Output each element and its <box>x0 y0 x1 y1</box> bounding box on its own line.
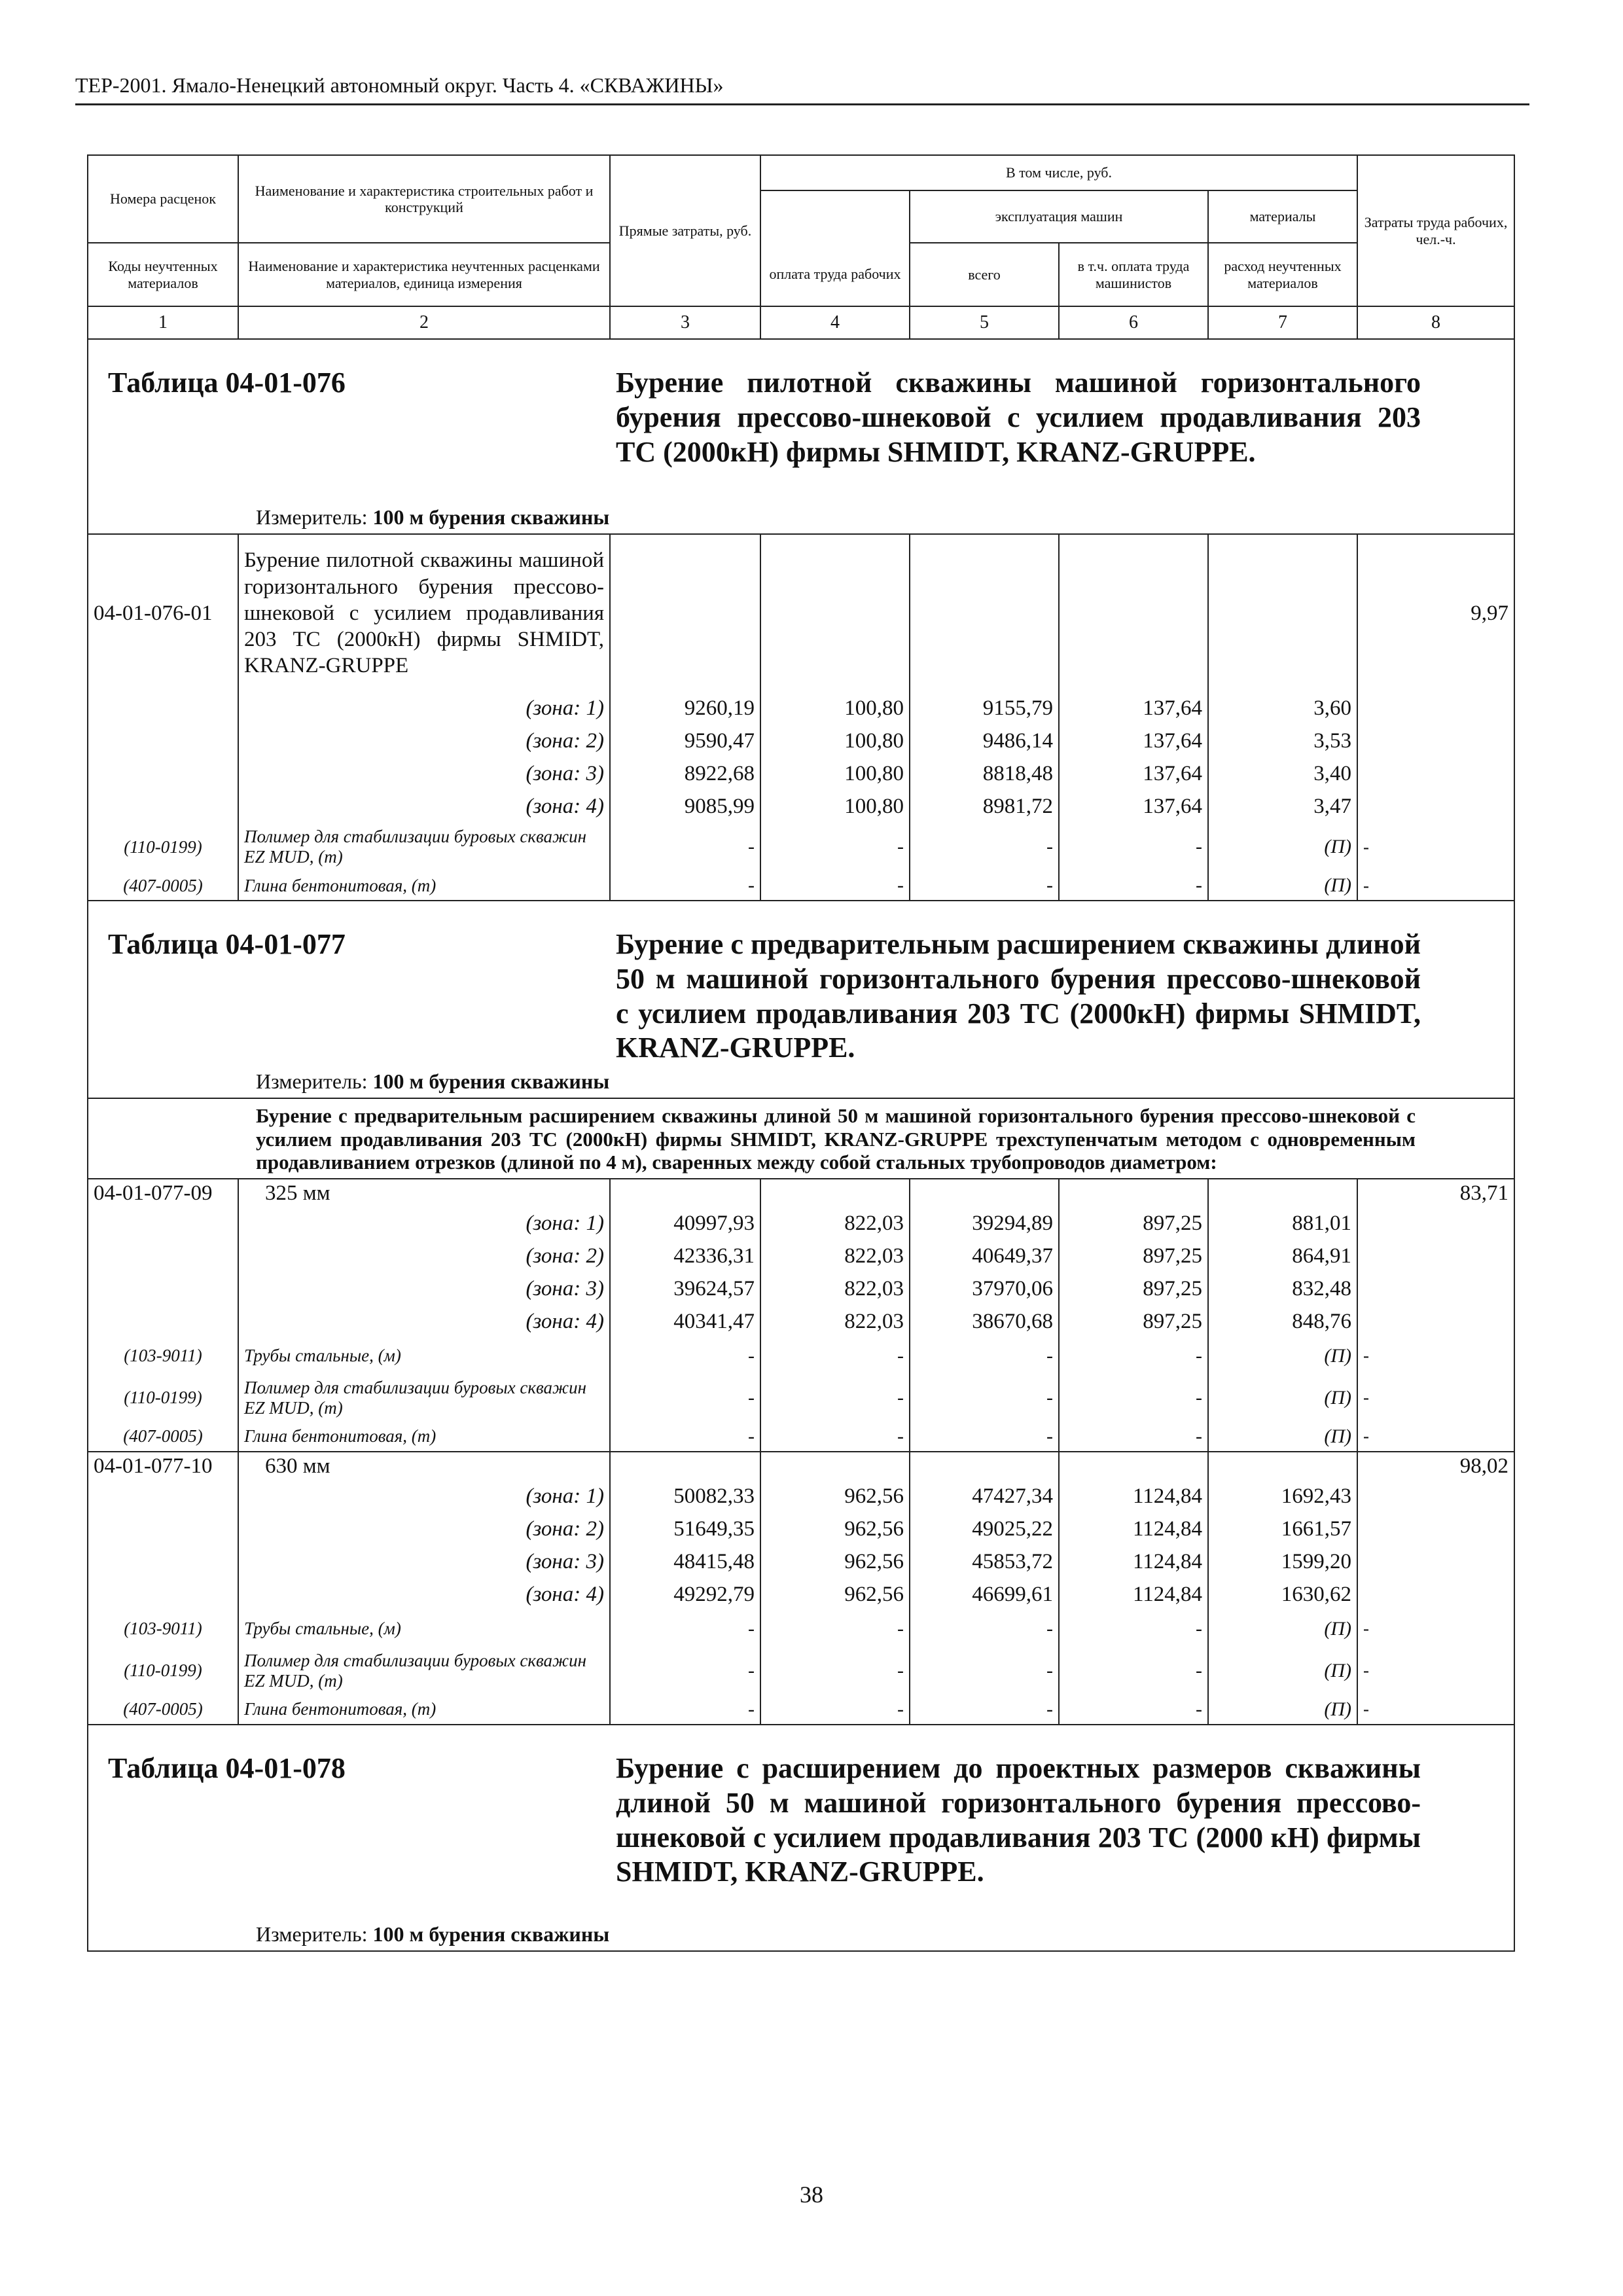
measurement-unit: Измеритель: 100 м бурения скважины <box>256 1922 610 1946</box>
measurement-unit: Измеритель: 100 м бурения скважины <box>256 1069 610 1093</box>
table-title: Таблица 04-01-077 <box>108 928 346 960</box>
col-number: 5 <box>910 306 1059 339</box>
zone-row: (зона: 3) 8922,68 100,80 8818,48 137,64 3,40 <box>88 757 1514 790</box>
col3-header: Прямые затраты, руб. <box>610 155 760 306</box>
zone-row: (зона: 2) 9590,47 100,80 9486,14 137,64 3,53 <box>88 725 1514 757</box>
col4-header: оплата труда рабочих <box>760 243 910 306</box>
page-number: 38 <box>800 2181 823 2208</box>
materials-header: материалы <box>1208 190 1357 243</box>
rate-description: 325 мм <box>238 1179 610 1208</box>
zone-row: (зона: 4) 9085,99 100,80 8981,72 137,64 3,47 <box>88 790 1514 823</box>
table-description: Бурение с предварительным расширением скважины длиной 50 м машиной горизонтального бурения прессово-шнековой с усилием продавливания 203 ТС (2000кН) фирмы SHMIDT, KRANZ-GRUPPE. <box>616 928 1421 1064</box>
material-row: (110-0199) Полимер для стабилизации буровых скважин EZ MUD, (т) - - - - (П) - <box>88 1374 1514 1422</box>
col-number: 3 <box>610 306 760 339</box>
incl-header: В том числе, руб. <box>760 155 1357 190</box>
col2-top-header: Наименование и характеристика строительных работ и конструкций <box>238 155 610 243</box>
rate-code: 04-01-076-01 <box>88 534 238 692</box>
table-description: Бурение с расширением до проектных размеров скважины длиной 50 м машиной горизонтального бурения прессово-шнековой с усилием продавливания 203 ТС (2000 кН) фирмы SHMIDT, KRANZ-GRUPPE. <box>616 1751 1421 1888</box>
labor-cost: 9,97 <box>1357 534 1514 692</box>
table-banner-077 <box>88 901 1514 1098</box>
col-number: 8 <box>1357 306 1514 339</box>
col8-header: Затраты труда рабочих, чел.-ч. <box>1357 155 1514 306</box>
table-title: Таблица 04-01-078 <box>108 1751 346 1784</box>
col6-header: в т.ч. оплата труда машинистов <box>1059 243 1208 306</box>
rate-code: 04-01-077-09 <box>88 1179 238 1208</box>
material-row: (103-9011) Трубы стальные, (м) - - - - (П) - <box>88 1611 1514 1647</box>
rate-code: 04-01-077-10 <box>88 1452 238 1480</box>
zone-row: (зона: 1) 50082,33 962,56 47427,34 1124,84 1692,43 <box>88 1480 1514 1513</box>
col-number: 7 <box>1208 306 1357 339</box>
zone-row: (зона: 3) 48415,48 962,56 45853,72 1124,84 1599,20 <box>88 1546 1514 1579</box>
rate-description: Бурение пилотной скважины машиной горизонтального бурения прессово-шнековой с усилием продавливания 203 ТС (2000кН) фирмы SHMIDT, KRANZ-GRUPPE <box>238 534 610 692</box>
table-description: Бурение пилотной скважины машиной горизонтального бурения прессово-шнековой с усилием продавливания 203 ТС (2000кН) фирмы SHMIDT, KRANZ-GRUPPE. <box>616 367 1421 468</box>
table-banner-078 <box>88 1725 1514 1950</box>
material-row: (407-0005) Глина бентонитовая, (т) - - - - (П) - <box>88 1695 1514 1725</box>
machines-header: эксплуатация машин <box>910 190 1208 243</box>
material-row: (103-9011) Трубы стальные, (м) - - - - (П) - <box>88 1338 1514 1374</box>
col-number: 1 <box>88 306 238 339</box>
zone-row: (зона: 1) 9260,19 100,80 9155,79 137,64 3,60 <box>88 692 1514 725</box>
col1-bottom-header: Коды неучтенных материалов <box>88 243 238 306</box>
col7-header: расход неучтенных материалов <box>1208 243 1357 306</box>
material-row: (407-0005) Глина бентонитовая, (т) - - - - (П) - <box>88 1422 1514 1452</box>
col1-top-header: Номера расценок <box>88 155 238 243</box>
col2-bottom-header: Наименование и характеристика неучтенных расценками материалов, единица измерения <box>238 243 610 306</box>
material-row: (110-0199) Полимер для стабилизации буровых скважин EZ MUD, (т) - - - - (П) - <box>88 1647 1514 1695</box>
labor-cost: 83,71 <box>1357 1179 1514 1208</box>
zone-row: (зона: 4) 49292,79 962,56 46699,61 1124,84 1630,62 <box>88 1579 1514 1611</box>
material-row: (407-0005) Глина бентонитовая, (т) - - - - (П) - <box>88 871 1514 901</box>
table-title: Таблица 04-01-076 <box>108 367 346 399</box>
group-description: Бурение с предварительным расширением скважины длиной 50 м машиной горизонтального бурения прессово-шнековой с усилием продавливания 203 ТС (2000кН) фирмы SHMIDT, KRANZ-GRUPPE трехступенчатым методом с одновременным продавливанием отрезков (длиной по 4 м), сваренных между собой стальных трубопроводов диаметром: <box>256 1104 1416 1174</box>
col-number: 6 <box>1059 306 1208 339</box>
col-number: 4 <box>760 306 910 339</box>
table-banner-076 <box>88 340 1514 533</box>
price-table <box>87 154 1515 1952</box>
col5-header: всего <box>910 243 1059 306</box>
zone-row: (зона: 2) 42336,31 822,03 40649,37 897,25 864,91 <box>88 1240 1514 1273</box>
measurement-unit: Измеритель: 100 м бурения скважины <box>256 505 610 529</box>
zone-row: (зона: 3) 39624,57 822,03 37970,06 897,25 832,48 <box>88 1273 1514 1306</box>
zone-row: (зона: 4) 40341,47 822,03 38670,68 897,25 848,76 <box>88 1306 1514 1338</box>
page-header: ТЕР-2001. Ямало-Ненецкий автономный округ. Часть 4. «СКВАЖИНЫ» <box>75 73 724 97</box>
rate-description: 630 мм <box>238 1452 610 1480</box>
zone-row: (зона: 2) 51649,35 962,56 49025,22 1124,84 1661,57 <box>88 1513 1514 1546</box>
labor-cost: 98,02 <box>1357 1452 1514 1480</box>
col-number: 2 <box>238 306 610 339</box>
header-rule <box>75 103 1529 105</box>
zone-row: (зона: 1) 40997,93 822,03 39294,89 897,25 881,01 <box>88 1208 1514 1240</box>
material-row: (110-0199) Полимер для стабилизации буровых скважин EZ MUD, (т) - - - - (П) - <box>88 823 1514 871</box>
